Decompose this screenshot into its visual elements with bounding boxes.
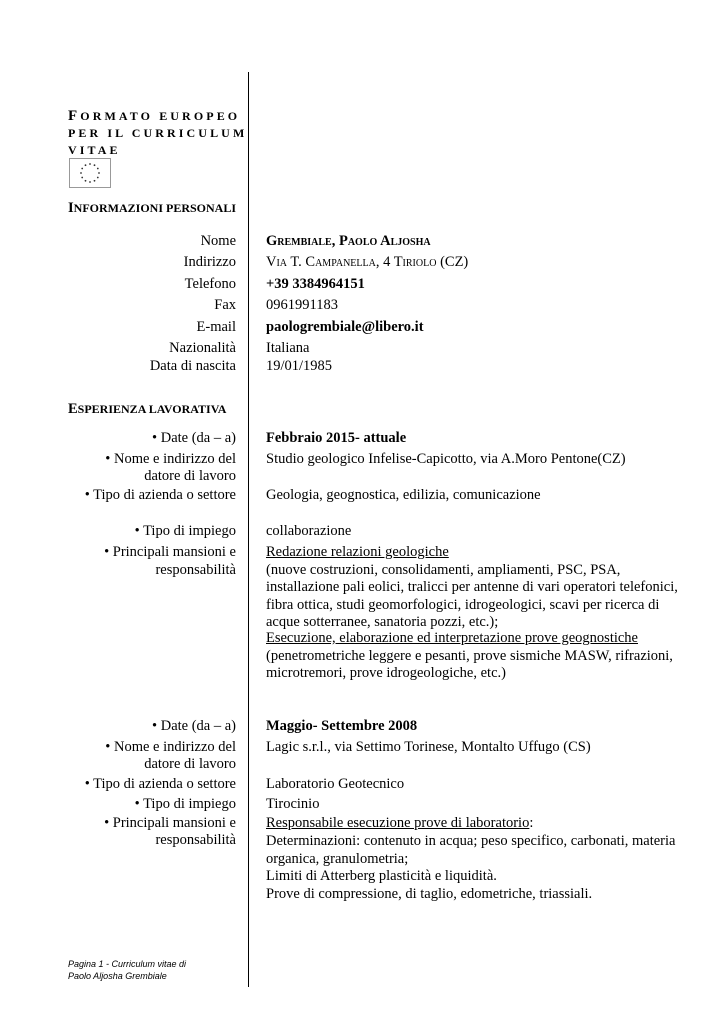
section-title-work: ESPERIENZA LAVORATIVA (68, 401, 227, 417)
job1-sector: Geologia, geognostica, edilizia, comunicazione (266, 487, 541, 503)
job1-duty-line: fibra ottica, studi geomorfologici, idrogeologici, scavi per ricerca di (266, 597, 660, 613)
value-telefono: +39 3384964151 (266, 276, 365, 292)
footer-line-2: Paolo Aljosha Grembiale (68, 971, 167, 981)
job2-date: Maggio- Settembre 2008 (266, 718, 418, 734)
label-email: E-mail (196, 319, 236, 335)
eu-flag-logo (69, 158, 111, 188)
eu-stars-icon (70, 159, 110, 187)
column-divider (248, 72, 249, 987)
document-header (68, 108, 247, 159)
job2-role: Tirocinio (266, 796, 320, 812)
header-line-3: VITAE (68, 143, 121, 157)
label-employer-1b: datore di lavoro (144, 468, 236, 484)
job2-duty-line: organica, granulometria; (266, 851, 409, 867)
label-sector-1: • Tipo di azienda o settore (84, 487, 236, 503)
job1-duty-line: (nuove costruzioni, consolidamenti, ampliamenti, PSC, PSA, (266, 562, 621, 578)
job2-duty-heading: Responsabile esecuzione prove di laboratorio: (266, 815, 534, 831)
job2-duty-line: Limiti di Atterberg plasticità e liquidità. (266, 868, 497, 884)
job2-duty-line: Prove di compressione, di taglio, edometriche, triassiali. (266, 886, 593, 902)
job1-duty-line: microtremori, prove idrogeologiche, etc.) (266, 665, 506, 681)
label-employer-2a: • Nome e indirizzo del (105, 739, 236, 755)
label-telefono: Telefono (184, 276, 236, 292)
value-nazionalita: Italiana (266, 340, 310, 356)
label-duties-2a: • Principali mansioni e (104, 815, 236, 831)
label-data-nascita: Data di nascita (149, 358, 236, 374)
value-fax: 0961991183 (266, 297, 338, 313)
footer-line-1: Pagina 1 - Curriculum vitae di (68, 959, 187, 969)
label-indirizzo: Indirizzo (183, 254, 236, 270)
job2-employer: Lagic s.r.l., via Settimo Torinese, Montalto Uffugo (CS) (266, 739, 591, 755)
value-email: paologrembiale@libero.it (266, 319, 424, 335)
label-date-1: • Date (da – a) (152, 430, 236, 446)
header-line-2: PER IL CURRICULUM (68, 126, 248, 140)
job1-employer: Studio geologico Infelise-Capicotto, via A.Moro Pentone(CZ) (266, 451, 626, 467)
value-data-nascita: 19/01/1985 (266, 358, 333, 374)
label-employer-2b: datore di lavoro (144, 756, 236, 772)
job1-duty-line: installazione pali eolici, tralicci per antenne di vari operatori telefonici, (266, 579, 678, 595)
job1-duty-line: acque sotterranee, sanatoria pozzi, etc.); (266, 614, 499, 630)
label-fax: Fax (214, 297, 236, 313)
label-date-2: • Date (da – a) (152, 718, 236, 734)
job1-date: Febbraio 2015- attuale (266, 430, 407, 446)
section-title-personal: INFORMAZIONI PERSONALI (68, 200, 237, 216)
value-nome: Grembiale, Paolo Aljosha (266, 233, 431, 249)
job2-duty-line: Determinazioni: contenuto in acqua; peso specifico, carbonati, materia (266, 833, 676, 849)
page-footer (68, 958, 186, 982)
label-duties-1b: responsabilità (155, 562, 236, 578)
label-sector-2: • Tipo di azienda o settore (84, 776, 236, 792)
label-role-2: • Tipo di impiego (134, 796, 236, 812)
job1-duty-line: (penetrometriche leggere e pesanti, prove sismiche MASW, rifrazioni, (266, 648, 673, 664)
job1-role: collaborazione (266, 523, 352, 539)
label-nazionalita: Nazionalità (169, 340, 236, 356)
label-duties-2b: responsabilità (155, 832, 236, 848)
label-nome: Nome (200, 233, 236, 249)
job2-sector: Laboratorio Geotecnico (266, 776, 405, 792)
label-employer-1a: • Nome e indirizzo del (105, 451, 236, 467)
label-role-1: • Tipo di impiego (134, 523, 236, 539)
header-line-1: FORMATO EUROPEO (68, 108, 241, 124)
label-duties-1a: • Principali mansioni e (104, 544, 236, 560)
job1-duty-heading-1: Redazione relazioni geologiche (266, 544, 449, 560)
value-indirizzo: Via T. Campanella, 4 Tiriolo (CZ) (266, 254, 469, 270)
job1-duty-heading-2: Esecuzione, elaborazione ed interpretazione prove geognostiche (266, 630, 638, 646)
